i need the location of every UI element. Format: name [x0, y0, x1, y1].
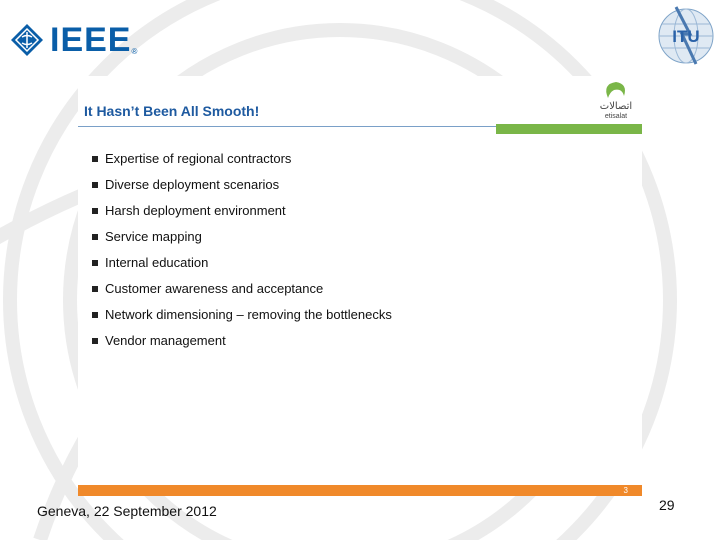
ieee-logo [10, 20, 137, 60]
bullet-text: Expertise of regional contractors [105, 151, 292, 166]
bullet-item [92, 332, 392, 358]
bullet-square-icon [92, 286, 98, 292]
slide-title: It Hasn’t Been All Smooth! [84, 103, 260, 119]
etisalat-arabic-text: اتصالات [599, 101, 633, 112]
ieee-diamond-icon [10, 23, 44, 57]
page-number: 29 [659, 497, 675, 513]
bullet-text: Vendor management [105, 333, 226, 348]
bullet-square-icon [92, 338, 98, 344]
bullet-square-icon [92, 156, 98, 162]
bar-divider [530, 483, 540, 485]
bullet-item [92, 150, 392, 176]
bullet-square-icon [92, 208, 98, 214]
bullet-list [92, 150, 392, 358]
itu-wordmark: ITU [672, 27, 700, 46]
bullet-square-icon [92, 260, 98, 266]
bullet-square-icon [92, 182, 98, 188]
bullet-item [92, 306, 392, 332]
ieee-wordmark: IEEE [50, 21, 132, 59]
bullet-square-icon [92, 312, 98, 318]
itu-logo [656, 4, 716, 66]
bullet-text: Internal education [105, 255, 209, 270]
etisalat-logo [594, 78, 638, 122]
bullet-item [92, 228, 392, 254]
bullet-text: Harsh deployment environment [105, 203, 286, 218]
bullet-square-icon [92, 234, 98, 240]
registered-mark: ® [131, 47, 138, 56]
bullet-text: Diverse deployment scenarios [105, 177, 280, 192]
slide [78, 76, 642, 496]
bullet-text: Service mapping [105, 229, 202, 244]
green-accent-bar [496, 124, 642, 134]
bullet-item [92, 202, 392, 228]
footer-location-date: Geneva, 22 September 2012 [37, 503, 217, 519]
bullet-item [92, 280, 392, 306]
etisalat-latin-text: etisalat [604, 113, 628, 120]
bullet-item [92, 176, 392, 202]
orange-footer-bar [78, 485, 642, 496]
slide-number: 3 [623, 486, 628, 495]
bullet-item [92, 254, 392, 280]
bullet-text: Network dimensioning – removing the bottlenecks [105, 307, 392, 322]
title-rule [78, 126, 496, 127]
bullet-text: Customer awareness and acceptance [105, 281, 324, 296]
